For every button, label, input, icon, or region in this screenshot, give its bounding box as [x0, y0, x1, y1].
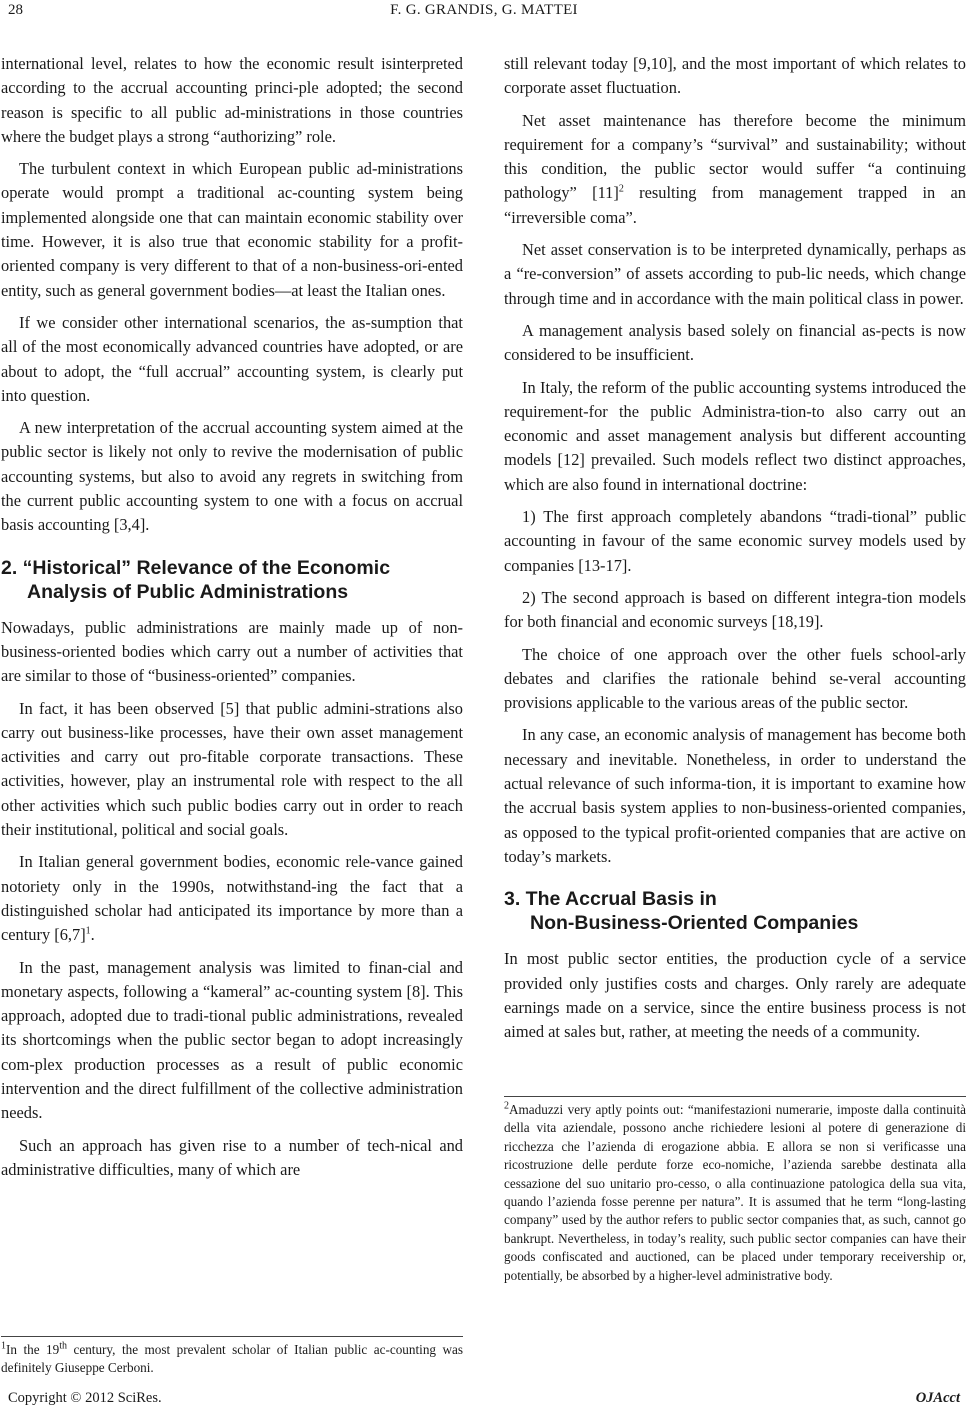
paragraph: In fact, it has been observed [5] that public admini-strations also carry out business-like processes, have their own asset management activities and carry out pro-fitable corporate transactions. These activities, however, play an instrumental role with respect to the all other activities which such public bodies carry out in order to reach their institutional, political and social goals. — [1, 698, 463, 840]
footnote-rule — [1, 1336, 463, 1337]
footnote-ref: 1 — [85, 925, 91, 937]
footnote-part: In the 19 — [6, 1342, 60, 1357]
section-heading-line: 2. “Historical” Relevance of the Economic — [1, 556, 391, 579]
footnote-left — [1, 1336, 463, 1378]
page-footer — [0, 1390, 968, 1412]
footnote-text — [1, 1341, 463, 1378]
page-number: 28 — [8, 2, 23, 18]
section-heading-3 — [504, 887, 966, 935]
paragraph: A management analysis based solely on financial as-pects is now considered to be insufficient. — [504, 320, 966, 365]
paragraph: A new interpretation of the accrual accounting system aimed at the public sector is likely not only to revive the modernisation of public accounting systems, but also to avoid any regrets in switching from the current public accounting system to one with a focus on accrual basis accounting [3,4]. — [1, 418, 463, 535]
footnote-mark: 2 — [504, 1100, 509, 1112]
right-column — [504, 52, 966, 1052]
paragraph: Such an approach has given rise to a number of tech-nical and administrative difficulties, many of which are — [1, 1135, 463, 1179]
footnote-right — [504, 1096, 966, 1285]
list-item: 1) The first approach completely abandons “tradi-tional” public accounting in favour of the same economic survey models used by companies [13-17]. — [504, 507, 966, 575]
paragraph: The choice of one approach over the other fuels school-arly debates and clarifies the rationale behind se-veral accounting provisions applicable to the various areas of the public sector. — [504, 644, 966, 713]
running-head: F. G. GRANDIS, G. MATTEI — [390, 2, 578, 18]
footnote-part: century, the most prevalent scholar of Italian public ac-counting was definitely Giuseppe Cerboni. — [1, 1342, 463, 1376]
paragraph: Nowadays, public administrations are mainly made up of non-business-oriented bodies which carry out a number of activities that are similar to those of “business-oriented” companies. — [1, 617, 463, 686]
paragraph: In the past, management analysis was limited to finan-cial and monetary aspects, following a “kameral” ac-counting system [8]. This approach, adopted due to tradi-tional public administrations, revealed its shortcomings when the public sector began to adopt increasingly com-plex production processes as a result of public economic intervention and the direct fulfillment of the collective administration needs. — [1, 957, 463, 1123]
paragraph: Net asset conservation is to be interpreted dynamically, perhaps as a “re-conversion” of assets according to pub-lic needs, which change through time and in accordance with the main political class in power. — [504, 240, 966, 308]
paragraph: In Italy, the reform of the public accounting systems introduced the requirement-for the public Administra-tion-to also carry out an economic and asset management analysis but different accounting models [12] prevailed. Such models reflect two distinct approaches, which are also found in international doctrine: — [504, 377, 966, 494]
paragraph — [504, 109, 966, 230]
left-column — [1, 52, 463, 1190]
paragraph: still relevant today [9,10], and the most important of which relates to corporate asset fluctuation. — [504, 54, 966, 98]
journal-name: OJAcct — [915, 1390, 960, 1406]
page-header — [0, 0, 968, 40]
list-item: 2) The second approach is based on different integra-tion models for both financial and economic surveys [18,19]. — [504, 587, 966, 632]
paragraph: The turbulent context in which European public ad-ministrations operate would prompt a traditional ac-counting system being implemented alongside one that can maintain economic stability over time. However, it is also true that economic stability for a profit-oriented company is very different to that of a non-business-ori-ented entity, such as general government bodies—at least the Italian ones. — [1, 159, 463, 300]
paragraph: In most public sector entities, the production cycle of a service provided only justifies costs and charges. Only rarely are adequate earnings made on a service, since the entire business process is not aimed at sales but, rather, at meeting the needs of a community. — [504, 949, 966, 1042]
paragraph-text: resulting from management trapped in an “irreversible coma”. — [504, 183, 966, 227]
footnote-text — [504, 1101, 966, 1285]
section-heading-2 — [1, 556, 463, 604]
paragraph: If we consider other international scenarios, the as-sumption that all of the most economically advanced countries have adopted, or are about to adopt, the “full accrual” accounting system, is clearly put into question. — [1, 312, 463, 405]
section-heading-line: 3. The Accrual Basis in — [504, 888, 717, 911]
footnote-rule — [504, 1096, 966, 1097]
footnote-superscript: th — [59, 1340, 68, 1352]
paragraph: international level, relates to how the economic result isinterpreted according to the accrual accounting princi-ple adopted; the second reason is specific to all public ad-ministrations in those countries where the budget plays a strong “authorizing” role. — [1, 54, 463, 146]
paragraph-text: In Italian general government bodies, economic rele-vance gained notoriety only in the 1990s, notwithstand-ing the fact that a distinguished scholar had anticipated its importance by more than a century [6,7] — [1, 852, 463, 945]
paragraph — [1, 850, 463, 947]
paragraph: In any case, an economic analysis of management has become both necessary and inevitable. Nonetheless, in order to understand the actual relevance of such informa-tion, it is important to examine how the accrual basis system applies to non-business-oriented companies, as opposed to the typical profit-oriented companies that are active on today’s markets. — [504, 725, 966, 866]
paragraph-end: . — [90, 925, 95, 945]
footnote-ref: 2 — [618, 184, 624, 196]
footnote-part: Amaduzzi very aptly points out: “manifestazioni numerarie, imposte dalla continuità della vita aziendale, possono anche richiedere lesioni al potere di generazione di ricchezza che l’azienda di erogazione abbia. E allora se non si verificasse una ricostruzione delle perdute forze eco-nomiche, l’azienda sarebbe destinata alla cessazione del suo unitario pro-cesso, o alla continuazione patologica della sua vita, quando l’azienda fosse perenne per natura”. It is assumed that he term “long-lasting company” used by the author refers to public sector companies that, as such, cannot go bankrupt. Nevertheless, in today’s reality, such public sector companies can have their goods confiscated and auctioned, can be placed under temporary receivership or, potentially, be absorbed by a higher-level administrative body. — [504, 1102, 966, 1283]
copyright-notice: Copyright © 2012 SciRes. — [8, 1390, 162, 1406]
paragraph-text: Net asset maintenance has therefore become the minimum requirement for a company’s “survival” and sustainability; without this condition, the public sector would suffer “a continuing pathology” [11] — [504, 110, 966, 203]
footnote-mark: 1 — [1, 1340, 6, 1352]
section-heading-line: Non-Business-Oriented Companies — [530, 912, 859, 935]
section-heading-line: Analysis of Public Administrations — [27, 580, 349, 603]
